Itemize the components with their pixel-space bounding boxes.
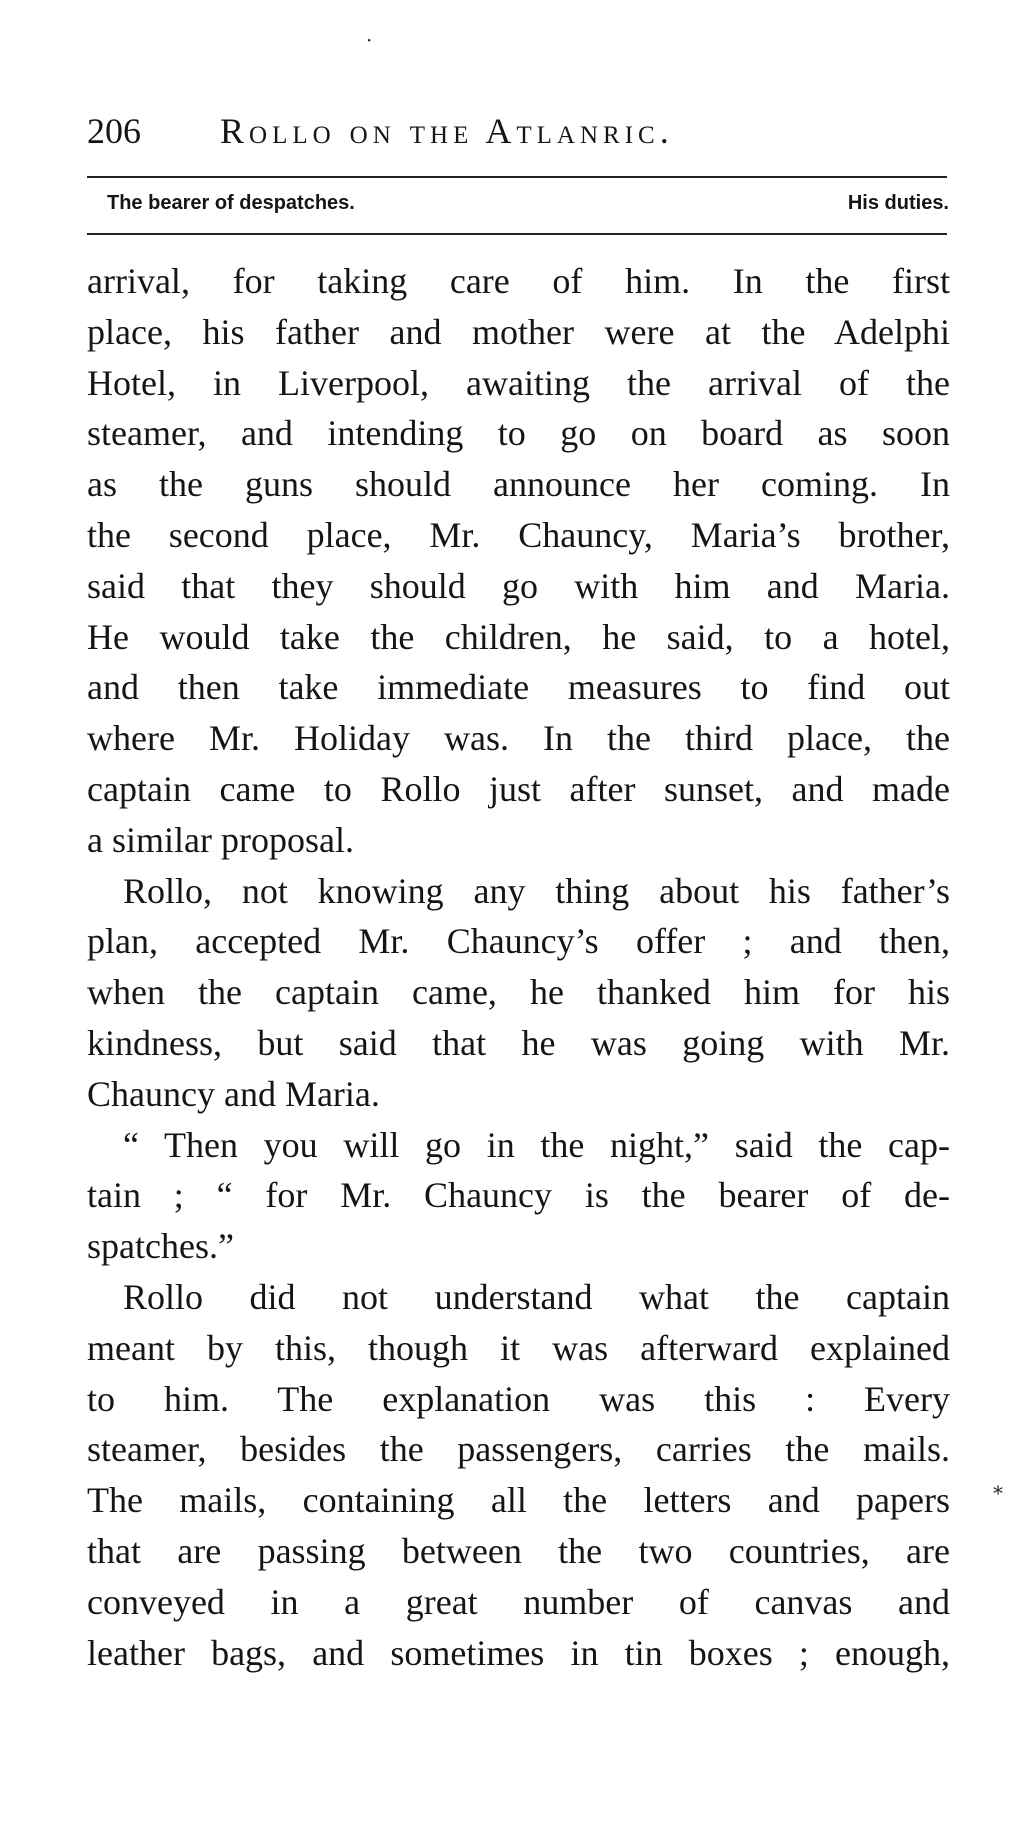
text-line: He would take the children, he said, to a hotel, (87, 616, 950, 657)
paragraph-start-line: “ Then you will go in the night,” said the cap- (123, 1124, 950, 1165)
text-line: tain ; “ for Mr. Chauncy is the bearer of de- (87, 1175, 950, 1216)
page-number: 206 (87, 111, 141, 151)
subhead-right: His duties. (847, 192, 949, 214)
running-title: Rollo on the Atlanric. (220, 111, 674, 151)
paragraph-start-line: Rollo did not understand what the captain (123, 1276, 950, 1317)
header-rule-bottom (87, 233, 947, 235)
text-line: to him. The explanation was this : Every (87, 1378, 950, 1419)
text-line: as the guns should announce her coming. In (87, 464, 950, 505)
subhead-left: The bearer of despatches. (107, 192, 355, 214)
text-line: that are passing between the two countries, are (87, 1530, 950, 1571)
paragraph-end-line: a similar proposal. (87, 819, 354, 860)
text-line: said that they should go with him and Maria. (87, 565, 950, 606)
text-line: and then take immediate measures to find out (87, 667, 950, 708)
text-line: meant by this, though it was afterward explained (87, 1327, 950, 1368)
paragraph-end-line: spatches.” (87, 1226, 234, 1267)
text-line: steamer, and intending to go on board as soon (87, 413, 950, 454)
text-line: place, his father and mother were at the Adelphi (87, 311, 950, 352)
paragraph-end-line: Chauncy and Maria. (87, 1073, 380, 1114)
text-line: Hotel, in Liverpool, awaiting the arrival of the (87, 362, 950, 403)
text-line: steamer, besides the passengers, carries the mails. (87, 1429, 950, 1470)
text-line: where Mr. Holiday was. In the third place, the (87, 718, 950, 759)
paragraph-start-line: Rollo, not knowing any thing about his father’s (123, 870, 950, 911)
margin-speck: ⁎ (993, 1475, 1003, 1499)
text-line: leather bags, and sometimes in tin boxes ; enough, (87, 1632, 950, 1673)
header-rule-top (87, 176, 947, 178)
text-line: plan, accepted Mr. Chauncy’s offer ; and then, (87, 921, 950, 962)
text-line: when the captain came, he thanked him for his (87, 972, 950, 1013)
text-line: conveyed in a great number of canvas and (87, 1581, 950, 1622)
page-body (87, 256, 950, 1678)
text-line: The mails, containing all the letters and papers (87, 1480, 950, 1521)
text-line: captain came to Rollo just after sunset, and made (87, 768, 950, 809)
subheads (107, 187, 949, 223)
text-line: the second place, Mr. Chauncy, Maria’s brother, (87, 514, 950, 555)
running-header (87, 103, 947, 153)
text-line: kindness, but said that he was going with Mr. (87, 1022, 950, 1063)
text-line: arrival, for taking care of him. In the first (87, 261, 950, 301)
print-speck: · (366, 28, 373, 52)
